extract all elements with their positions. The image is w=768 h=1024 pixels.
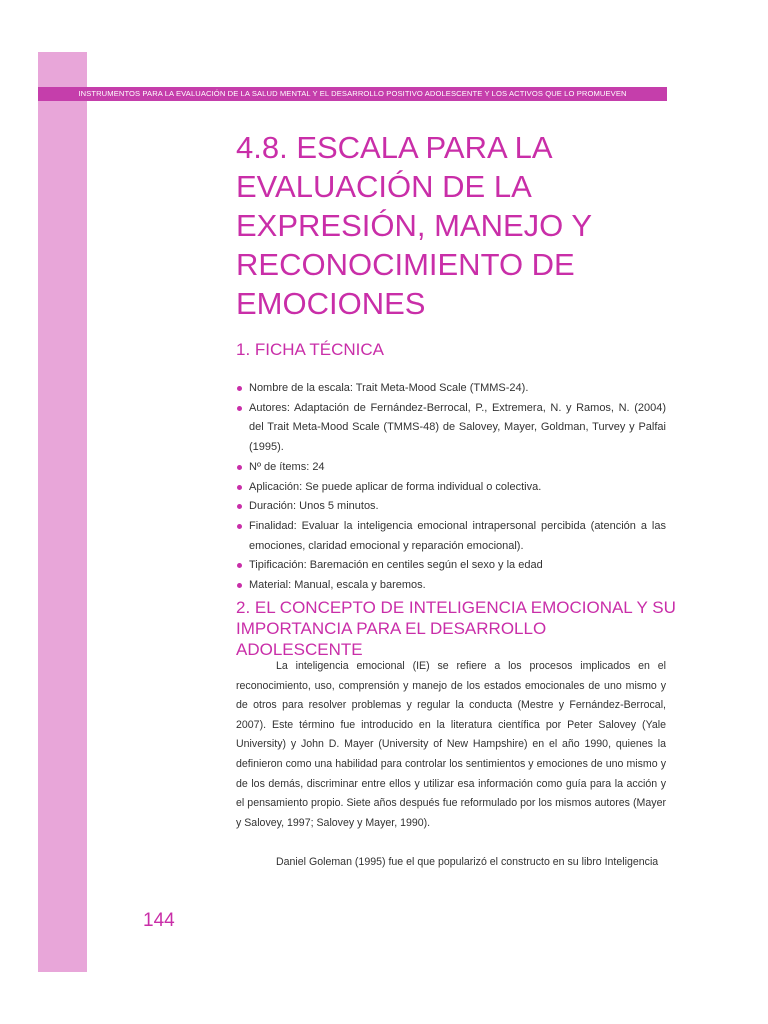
list-item: Tipificación: Baremación en centiles según el sexo y la edad <box>236 556 666 576</box>
bullet-dot-icon <box>237 465 242 470</box>
side-color-band <box>38 52 87 972</box>
bullet-dot-icon <box>237 485 242 490</box>
bullet-dot-icon <box>237 563 242 568</box>
title-line: EXPRESIÓN, MANEJO Y <box>236 208 593 243</box>
list-item: Duración: Unos 5 minutos. <box>236 497 666 517</box>
list-item: Nº de ítems: 24 <box>236 458 666 478</box>
list-item: Autores: Adaptación de Fernández-Berrocal, P., Extremera, N. y Ramos, N. (2004) del Trait Meta-Mood Scale (TMMS-48) de Salovey, Mayer, Goldman, Turvey y Palfai (1995). <box>236 399 666 458</box>
running-header-text: INSTRUMENTOS PARA LA EVALUACIÓN DE LA SALUD MENTAL Y EL DESARROLLO POSITIVO ADOLESCENTE Y LOS ACTIVOS QUE LO PROMUEVEN <box>78 89 627 98</box>
bullet-dot-icon <box>237 504 242 509</box>
body-paragraph: Daniel Goleman (1995) fue el que popularizó el constructo en su libro Inteligencia <box>276 856 659 868</box>
bullet-dot-icon <box>237 524 242 529</box>
list-item: Finalidad: Evaluar la inteligencia emocional intrapersonal percibida (atención a las emociones, claridad emocional y reparación emocional). <box>236 517 666 556</box>
title-line: RECONOCIMIENTO DE <box>236 247 575 282</box>
heading-line: 2. EL CONCEPTO DE INTELIGENCIA EMOCIONAL Y SU <box>236 598 676 617</box>
title-line: EVALUACIÓN DE LA <box>236 169 532 204</box>
section-heading-ficha-tecnica: 1. FICHA TÉCNICA <box>236 340 384 359</box>
bullet-dot-icon <box>237 386 242 391</box>
heading-line: IMPORTANCIA PARA EL DESARROLLO ADOLESCENTE <box>236 619 547 659</box>
page-number: 144 <box>143 910 175 931</box>
chapter-title <box>236 128 676 323</box>
bullet-dot-icon <box>237 583 242 588</box>
section-heading-inteligencia-emocional <box>236 597 676 660</box>
body-paragraph: La inteligencia emocional (IE) se refiere a los procesos implicados en el reconocimiento, uso, comprensión y manejo de los estados emocionales de uno mismo y de otros para resolver problemas y regular la conducta (Mestre y Fernández-Berrocal, 2007). Este término fue introducido en la literatura científica por Peter Salovey (Yale University) y John D. Mayer (University of New Hampshire) en el año 1990, quienes la definieron como una habilidad para controlar los sentimientos y emociones de uno mismo y de los demás, discriminar entre ellos y utilizar esa información como guía para la acción y el pensamiento propio. Siete años después fue reformulado por los mismos autores (Mayer y Salovey, 1997; Salovey y Mayer, 1990). <box>236 660 666 829</box>
technical-sheet-list <box>236 379 666 596</box>
title-line: EMOCIONES <box>236 286 426 321</box>
title-line: 4.8. ESCALA PARA LA <box>236 130 553 165</box>
list-item: Material: Manual, escala y baremos. <box>236 576 666 596</box>
list-item: Nombre de la escala: Trait Meta-Mood Scale (TMMS-24). <box>236 379 666 399</box>
bullet-dot-icon <box>237 406 242 411</box>
list-item: Aplicación: Se puede aplicar de forma individual o colectiva. <box>236 478 666 498</box>
running-header <box>38 87 667 101</box>
